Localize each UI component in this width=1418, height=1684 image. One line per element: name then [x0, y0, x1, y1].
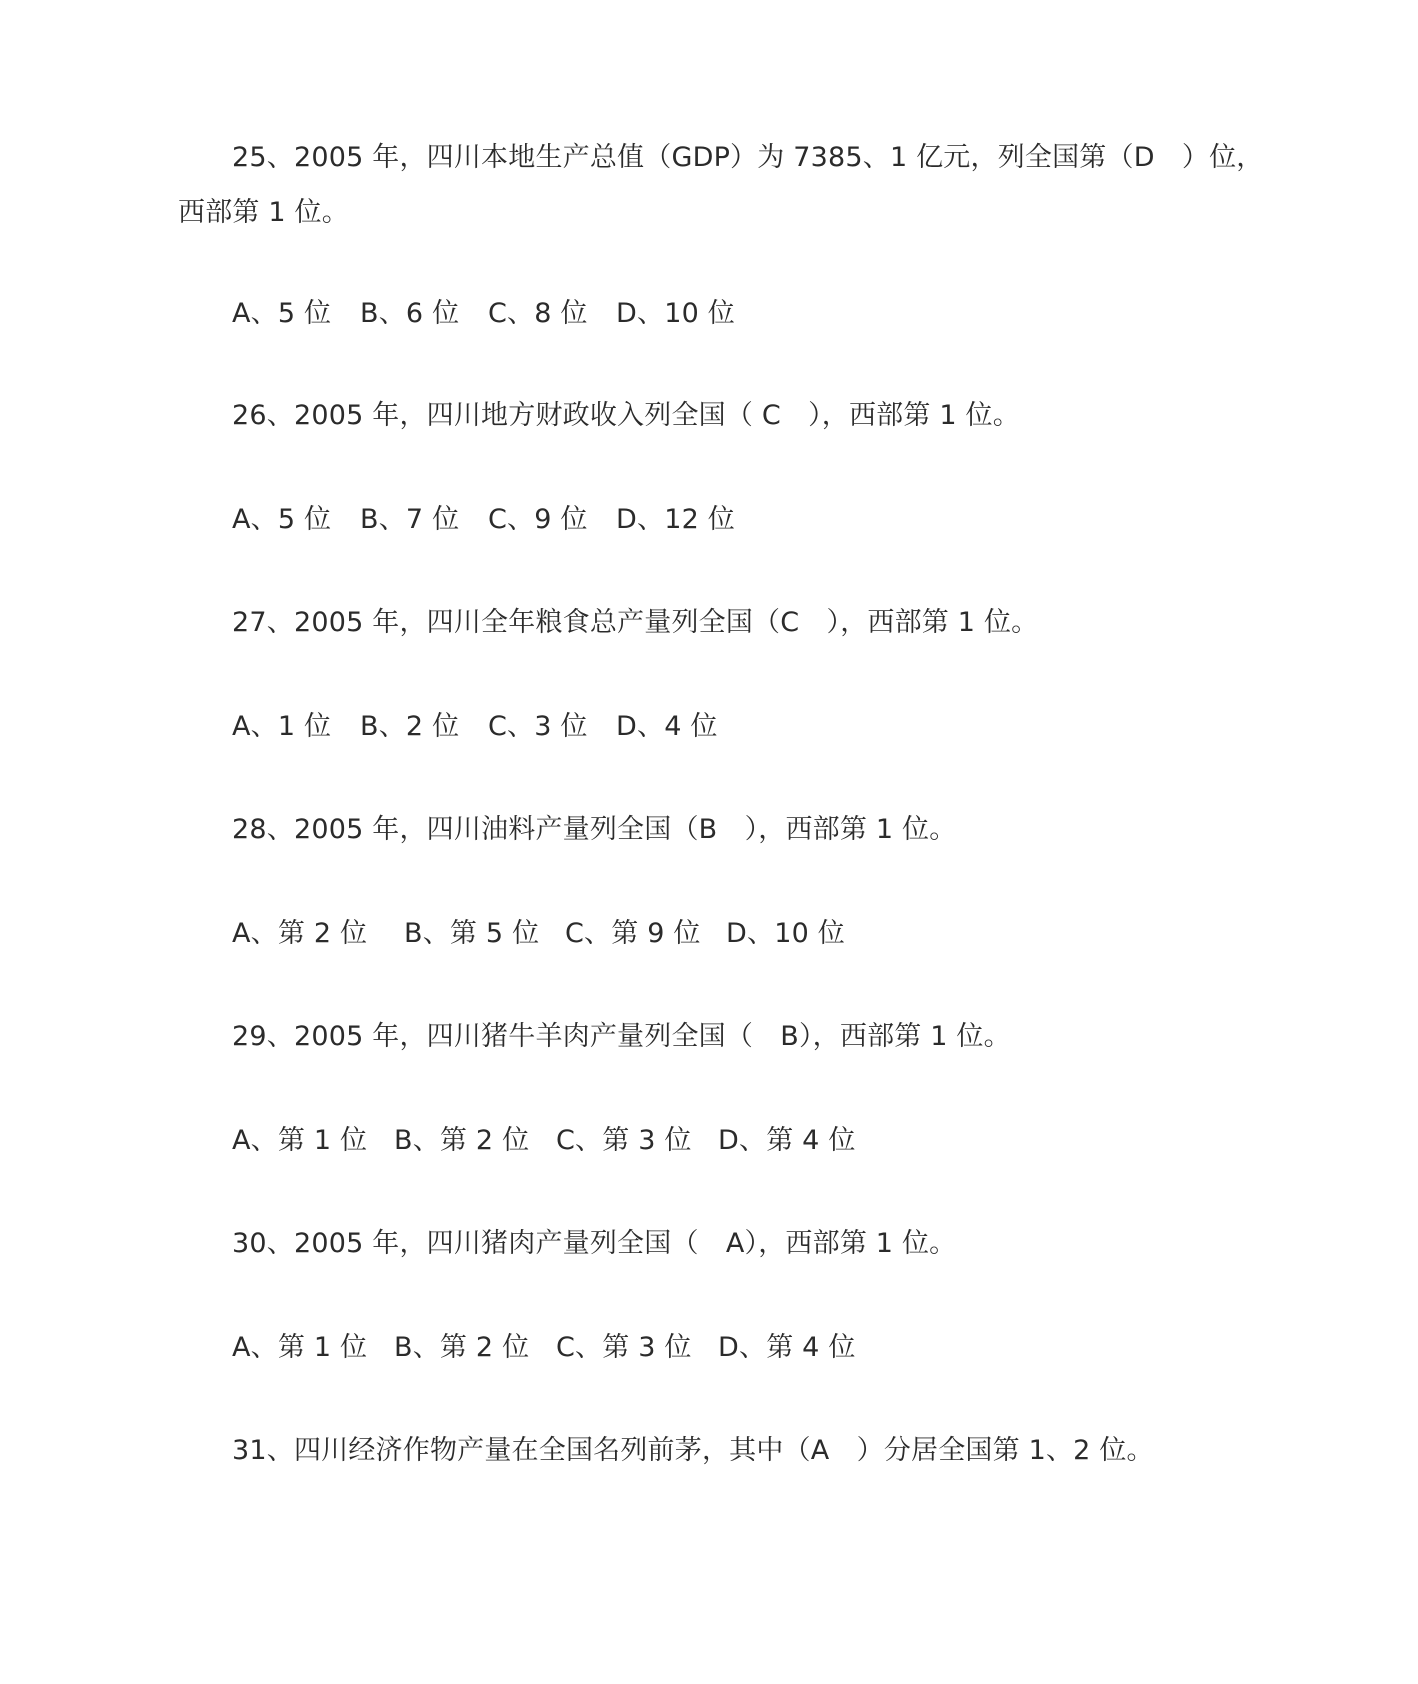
- option-c: C、3 位: [488, 711, 588, 742]
- option-a: A、5 位: [232, 298, 332, 329]
- option-b: B、第 5 位: [404, 918, 540, 949]
- option-d: D、10 位: [616, 298, 735, 329]
- question-27: 27、2005 年，四川全年粮食总产量列全国（C ），西部第 1 位。: [232, 607, 1039, 638]
- option-d: D、10 位: [726, 918, 845, 949]
- option-c: C、第 3 位: [556, 1332, 692, 1363]
- option-d: D、12 位: [616, 504, 735, 535]
- option-a: A、1 位: [232, 711, 332, 742]
- option-d: D、第 4 位: [718, 1125, 856, 1156]
- option-d: D、第 4 位: [718, 1332, 856, 1363]
- question-31: 31、四川经济作物产量在全国名列前茅，其中（A ）分居全国第 1、2 位。: [232, 1435, 1154, 1466]
- option-a: A、第 1 位: [232, 1125, 368, 1156]
- option-a: A、5 位: [232, 504, 332, 535]
- question-25-continuation: 西部第 1 位。: [178, 197, 349, 228]
- question-26: 26、2005 年，四川地方财政收入列全国（ C ），西部第 1 位。: [232, 400, 1020, 431]
- option-a: A、第 1 位: [232, 1332, 368, 1363]
- option-b: B、2 位: [360, 711, 460, 742]
- option-b: B、第 2 位: [394, 1125, 530, 1156]
- option-b: B、7 位: [360, 504, 460, 535]
- question-29-options: [232, 1124, 856, 1158]
- option-b: B、第 2 位: [394, 1332, 530, 1363]
- option-d: D、4 位: [616, 711, 718, 742]
- option-c: C、8 位: [488, 298, 588, 329]
- option-c: C、第 3 位: [556, 1125, 692, 1156]
- question-25-options: [232, 297, 735, 331]
- option-c: C、9 位: [488, 504, 588, 535]
- question-29: 29、2005 年，四川猪牛羊肉产量列全国（ B），西部第 1 位。: [232, 1021, 1011, 1052]
- question-28-options: [232, 917, 845, 951]
- question-27-options: [232, 710, 718, 744]
- question-30: 30、2005 年，四川猪肉产量列全国（ A），西部第 1 位。: [232, 1228, 957, 1259]
- option-c: C、第 9 位: [565, 918, 701, 949]
- question-30-options: [232, 1331, 856, 1365]
- option-a: A、第 2 位: [232, 918, 368, 949]
- question-26-options: [232, 503, 735, 537]
- option-b: B、6 位: [360, 298, 460, 329]
- question-25: 25、2005 年，四川本地生产总值（GDP）为 7385、1 亿元，列全国第（D ）位，: [232, 142, 1264, 173]
- question-28: 28、2005 年，四川油料产量列全国（B ），西部第 1 位。: [232, 814, 957, 845]
